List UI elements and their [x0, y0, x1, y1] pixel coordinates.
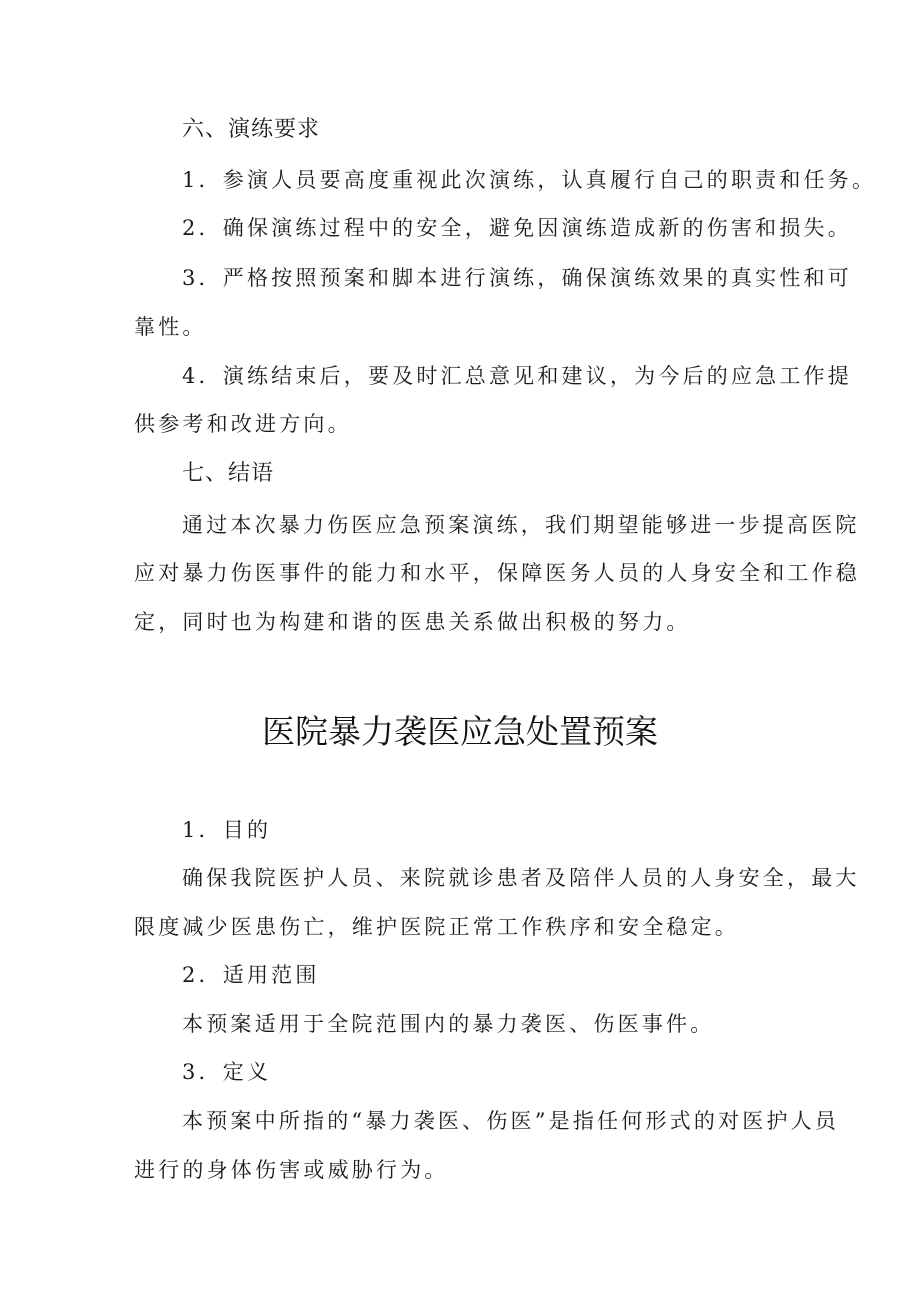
scope-text: 本预案适用于全院范围内的暴力袭医、伤医事件。 — [182, 1012, 715, 1036]
conclusion-line-1: 通过本次暴力伤医应急预案演练，我们期望能够进一步提高医院 — [182, 513, 860, 537]
definition-heading: 3．定义 — [182, 1060, 272, 1084]
section-6-item-3: 3．严格按照预案和脚本进行演练，确保演练效果的真实性和可 — [182, 266, 852, 290]
plan-title: 医院暴力袭医应急处置预案 — [262, 712, 658, 751]
purpose-heading: 1．目的 — [182, 818, 272, 842]
section-6-heading: 六、演练要求 — [182, 117, 321, 142]
definition-line-2: 进行的身体伤害或威胁行为。 — [134, 1158, 449, 1182]
section-6-item-4-cont: 供参考和改进方向。 — [134, 412, 352, 436]
conclusion-line-3: 定，同时也为构建和谐的医患关系做出积极的努力。 — [134, 610, 691, 634]
purpose-line-2: 限度减少医患伤亡，维护医院正常工作秩序和安全稳定。 — [134, 915, 739, 939]
section-6-item-4: 4．演练结束后，要及时汇总意见和建议，为今后的应急工作提 — [182, 364, 852, 388]
section-6-item-3-cont: 靠性。 — [134, 315, 207, 339]
conclusion-line-2: 应对暴力伤医事件的能力和水平，保障医务人员的人身安全和工作稳 — [134, 561, 860, 585]
section-6-item-2: 2．确保演练过程中的安全，避免因演练造成新的伤害和损失。 — [182, 216, 852, 240]
definition-line-1: 本预案中所指的“暴力袭医、伤医”是指任何形式的对医护人员 — [182, 1109, 840, 1133]
section-6-item-1: 1．参演人员要高度重视此次演练，认真履行自己的职责和任务。 — [182, 168, 877, 192]
scope-heading: 2．适用范围 — [182, 963, 320, 987]
purpose-line-1: 确保我院医护人员、来院就诊患者及陪伴人员的人身安全，最大 — [182, 866, 860, 890]
section-7-heading: 七、结语 — [182, 461, 275, 486]
